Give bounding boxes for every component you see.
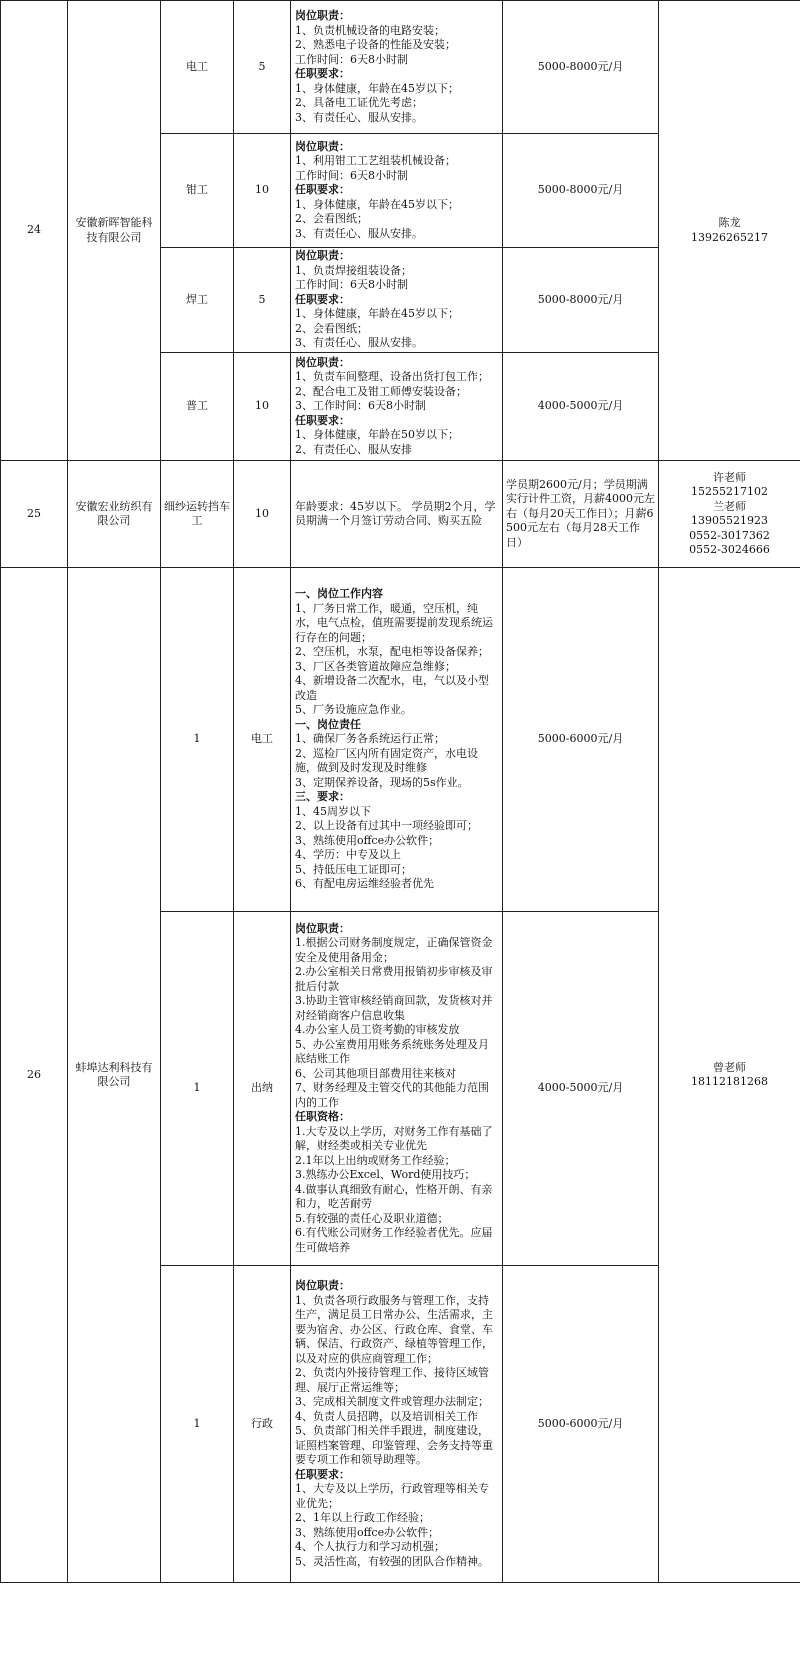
description-line: 6.有代账公司财务工作经验者优先。应届生可做培养 — [295, 1226, 493, 1254]
description-line: 1、负责焊接组装设备； — [295, 263, 412, 277]
description-line: 5、厂务设施应急作业。 — [295, 703, 412, 717]
description-line: 2、有责任心、服从安排 — [295, 442, 412, 456]
hiring-count: 10 — [234, 134, 291, 248]
description-line: 2、会看图纸； — [295, 321, 368, 335]
description-line: 1、厂务日常工作，暖通，空压机，纯水，电气点检，值班需要提前发现系统运行存在的问题； — [295, 601, 493, 644]
job-description — [291, 134, 503, 248]
description-line: 3、工作时间：6天8小时制 — [295, 399, 426, 413]
job-description — [291, 912, 503, 1266]
job-description — [291, 1, 503, 134]
contact-line: 0552-3024666 — [689, 543, 770, 556]
description-line: 1.根据公司财务制度规定，正确保管资金安全及使用备用金； — [295, 936, 493, 964]
description-line: 2、配合电工及钳工师傅安装设备； — [295, 384, 467, 398]
contact-info — [659, 568, 800, 1583]
description-line: 2、巡检厂区内所有固定资产，水电设施，做到及时发现及时维修 — [295, 746, 478, 775]
salary: 5000-8000元/月 — [503, 1, 659, 134]
contact-line: 曾老师 — [713, 1060, 746, 1074]
description-line: 3、熟练使用offce办公软件； — [295, 1525, 440, 1539]
salary: 5000-6000元/月 — [503, 568, 659, 912]
description-line: 5、灵活性高，有较强的团队合作精神。 — [295, 1554, 489, 1568]
hiring-count: 10 — [234, 461, 291, 568]
description-line: 4、个人执行力和学习动机强； — [295, 1540, 445, 1553]
description-line: 5、办公室费用用账务系统账务处理及月底结账工作 — [295, 1037, 489, 1066]
description-line: 岗位职责： — [295, 921, 350, 935]
description-line: 4、负责人员招聘，以及培训相关工作 — [295, 1409, 478, 1423]
job-description — [291, 248, 503, 353]
company-name: 安徽宏业纺织有限公司 — [68, 461, 161, 568]
contact-info — [659, 461, 800, 568]
job-title: 出纳 — [234, 912, 291, 1266]
description-line: 工作时间：6天8小时制 — [295, 168, 408, 182]
description-line: 1、负责各项行政服务与管理工作，支持生产，满足员工日常办公、生活需求，主要为宿舍、办公区、行政仓库、食堂、车辆、保洁、行政资产、绿植等管理工作，以及对应的供应商管理工作； — [295, 1293, 493, 1365]
description-line: 1.大专及以上学历，对财务工作有基础了解，财经类或相关专业优先 — [295, 1124, 493, 1153]
job-description — [291, 461, 503, 568]
hiring-count: 5 — [234, 248, 291, 353]
contact-line: 许老师 — [713, 470, 746, 484]
description-line: 5.有较强的责任心及职业道德； — [295, 1211, 449, 1225]
company-name: 安徽新晖智能科技有限公司 — [68, 1, 161, 461]
company-number: 26 — [1, 568, 68, 1583]
description-line: 1、身体健康，年龄在45岁以下； — [295, 307, 459, 321]
description-line: 任职要求： — [295, 67, 350, 80]
salary: 5000-8000元/月 — [503, 248, 659, 353]
description-line: 3、完成相关制度文件或管理办法制定； — [295, 1395, 489, 1408]
job-title: 普工 — [161, 353, 234, 461]
description-line: 任职要求： — [295, 1467, 350, 1481]
salary: 4000-5000元/月 — [503, 912, 659, 1266]
contact-line: 13926265217 — [691, 230, 768, 244]
company-number: 24 — [1, 1, 68, 461]
description-line: 2.办公室相关日常费用报销初步审核及审批后付款 — [295, 965, 493, 993]
job-title: 钳工 — [161, 134, 234, 248]
description-line: 1、身体健康，年龄在50岁以下； — [295, 428, 459, 442]
job-row — [1, 461, 800, 568]
job-description — [291, 1266, 503, 1583]
contact-line: 18112181268 — [691, 1075, 768, 1088]
description-line: 3、有责任心、服从安排。 — [295, 336, 423, 350]
description-line: 岗位职责： — [295, 249, 350, 263]
description-line: 1、大专及以上学历，行政管理等相关专业优先； — [295, 1482, 489, 1510]
hiring-count: 1 — [161, 912, 234, 1266]
description-line: 工作时间：6天8小时制 — [295, 278, 408, 292]
company-name: 蚌埠达利科技有限公司 — [68, 568, 161, 1583]
job-title: 电工 — [234, 568, 291, 912]
contact-line: 13905521923 — [691, 514, 768, 527]
description-line: 工作时间：6天8小时制 — [295, 52, 408, 66]
contact-line: 兰老师 — [713, 499, 746, 513]
job-row — [1, 568, 800, 912]
description-line: 1、利用钳工工艺组装机械设备； — [295, 154, 456, 168]
description-line: 2、1年以上行政工作经验； — [295, 1511, 430, 1524]
job-title: 行政 — [234, 1266, 291, 1583]
contact-line: 15255217102 — [691, 485, 768, 498]
description-line: 6、公司其他项目部费用往来核对 — [295, 1066, 456, 1080]
description-line: 任职要求： — [295, 413, 350, 427]
description-line: 2、会看图纸； — [295, 212, 368, 226]
description-line: 2.1年以上出纳或财务工作经验； — [295, 1153, 456, 1167]
description-line: 1、确保厂务各系统运行正常； — [295, 732, 445, 746]
description-line: 岗位职责： — [295, 139, 350, 153]
description-line: 2、负责内外接待管理工作、接待区域管理、展厅正常运维等； — [295, 1366, 489, 1394]
description-line: 4、新增设备二次配水，电，气以及小型改造 — [295, 674, 489, 702]
description-line: 3.协助主管审核经销商回款，发货核对并对经销商客户信息收集 — [295, 994, 493, 1022]
salary: 5000-6000元/月 — [503, 1266, 659, 1583]
description-line: 一、岗位工作内容 — [295, 587, 383, 601]
job-description — [291, 568, 503, 912]
description-line: 3、有责任心、服从安排。 — [295, 110, 423, 124]
hiring-count: 10 — [234, 353, 291, 461]
description-line: 5、持低压电工证即可； — [295, 862, 412, 876]
description-line: 2、具备电工证优先考虑； — [295, 96, 423, 109]
description-line: 1、负责机械设备的电路安装； — [295, 23, 445, 37]
salary: 5000-8000元/月 — [503, 134, 659, 248]
description-line: 3、有责任心、服从安排。 — [295, 226, 423, 240]
description-line: 4、学历：中专及以上 — [295, 848, 401, 862]
salary: 学员期2600元/月；学员期满实行计件工资，月薪4000元左右（每月20天工作日）；月薪6500元左右（每月28天工作日） — [503, 461, 659, 568]
contact-line: 0552-3017362 — [689, 528, 770, 542]
description-line: 2、熟悉电子设备的性能及安装； — [295, 38, 456, 51]
description-line: 1、45周岁以下 — [295, 804, 371, 818]
description-line: 1、身体健康，年龄在45岁以下； — [295, 197, 459, 211]
description-line: 3、定期保养设备，现场的5s作业。 — [295, 775, 469, 789]
company-number: 25 — [1, 461, 68, 568]
description-line: 岗位职责： — [295, 9, 350, 22]
description-line: 4.做事认真细致有耐心，性格开朗、有亲和力，吃苦耐劳 — [295, 1182, 493, 1211]
hiring-count: 1 — [161, 568, 234, 912]
description-line: 年龄要求：45岁以下。 学员期2个月，学员期满一个月签订劳动合同、购买五险 — [295, 499, 496, 527]
job-title: 电工 — [161, 1, 234, 134]
job-title: 细纱运转挡车工 — [161, 461, 234, 568]
description-line: 1、身体健康，年龄在45岁以下； — [295, 81, 459, 95]
description-line: 3、熟练使用offce办公软件； — [295, 833, 440, 847]
description-line: 6、有配电房运维经验者优先 — [295, 877, 434, 891]
contact-line: 陈龙 — [718, 216, 741, 229]
description-line: 2、以上设备有过其中一项经验即可； — [295, 819, 478, 833]
hiring-count: 1 — [161, 1266, 234, 1583]
job-title: 焊工 — [161, 248, 234, 353]
description-line: 2、空压机，水泵，配电柜等设备保养； — [295, 645, 489, 659]
hiring-count: 5 — [234, 1, 291, 134]
description-line: 岗位职责： — [295, 355, 350, 369]
description-line: 任职要求： — [295, 183, 350, 197]
description-line: 岗位职责： — [295, 1279, 350, 1292]
description-line: 一、岗位责任 — [295, 717, 361, 731]
description-line: 7、财务经理及主管交代的其他能力范围内的工作 — [295, 1081, 489, 1109]
salary: 4000-5000元/月 — [503, 353, 659, 461]
description-line: 任职资格： — [295, 1110, 350, 1124]
description-line: 三、要求： — [295, 790, 350, 804]
description-line: 任职要求： — [295, 292, 350, 306]
description-line: 1、负责车间整理、设备出货打包工作； — [295, 370, 489, 384]
description-line: 3.熟练办公Excel、Word使用技巧； — [295, 1168, 476, 1182]
description-line: 5、负责部门相关伴手跟进，制度建设，证照档案管理、印鉴管理、会务支持等重要专项工作和领导助理等。 — [295, 1424, 493, 1466]
job-row — [1, 1, 800, 134]
description-line: 3、厂区各类管道故障应急维修； — [295, 659, 456, 673]
description-line: 4.办公室人员工资考勤的审核发放 — [295, 1023, 460, 1037]
job-description — [291, 353, 503, 461]
contact-info — [659, 1, 800, 461]
